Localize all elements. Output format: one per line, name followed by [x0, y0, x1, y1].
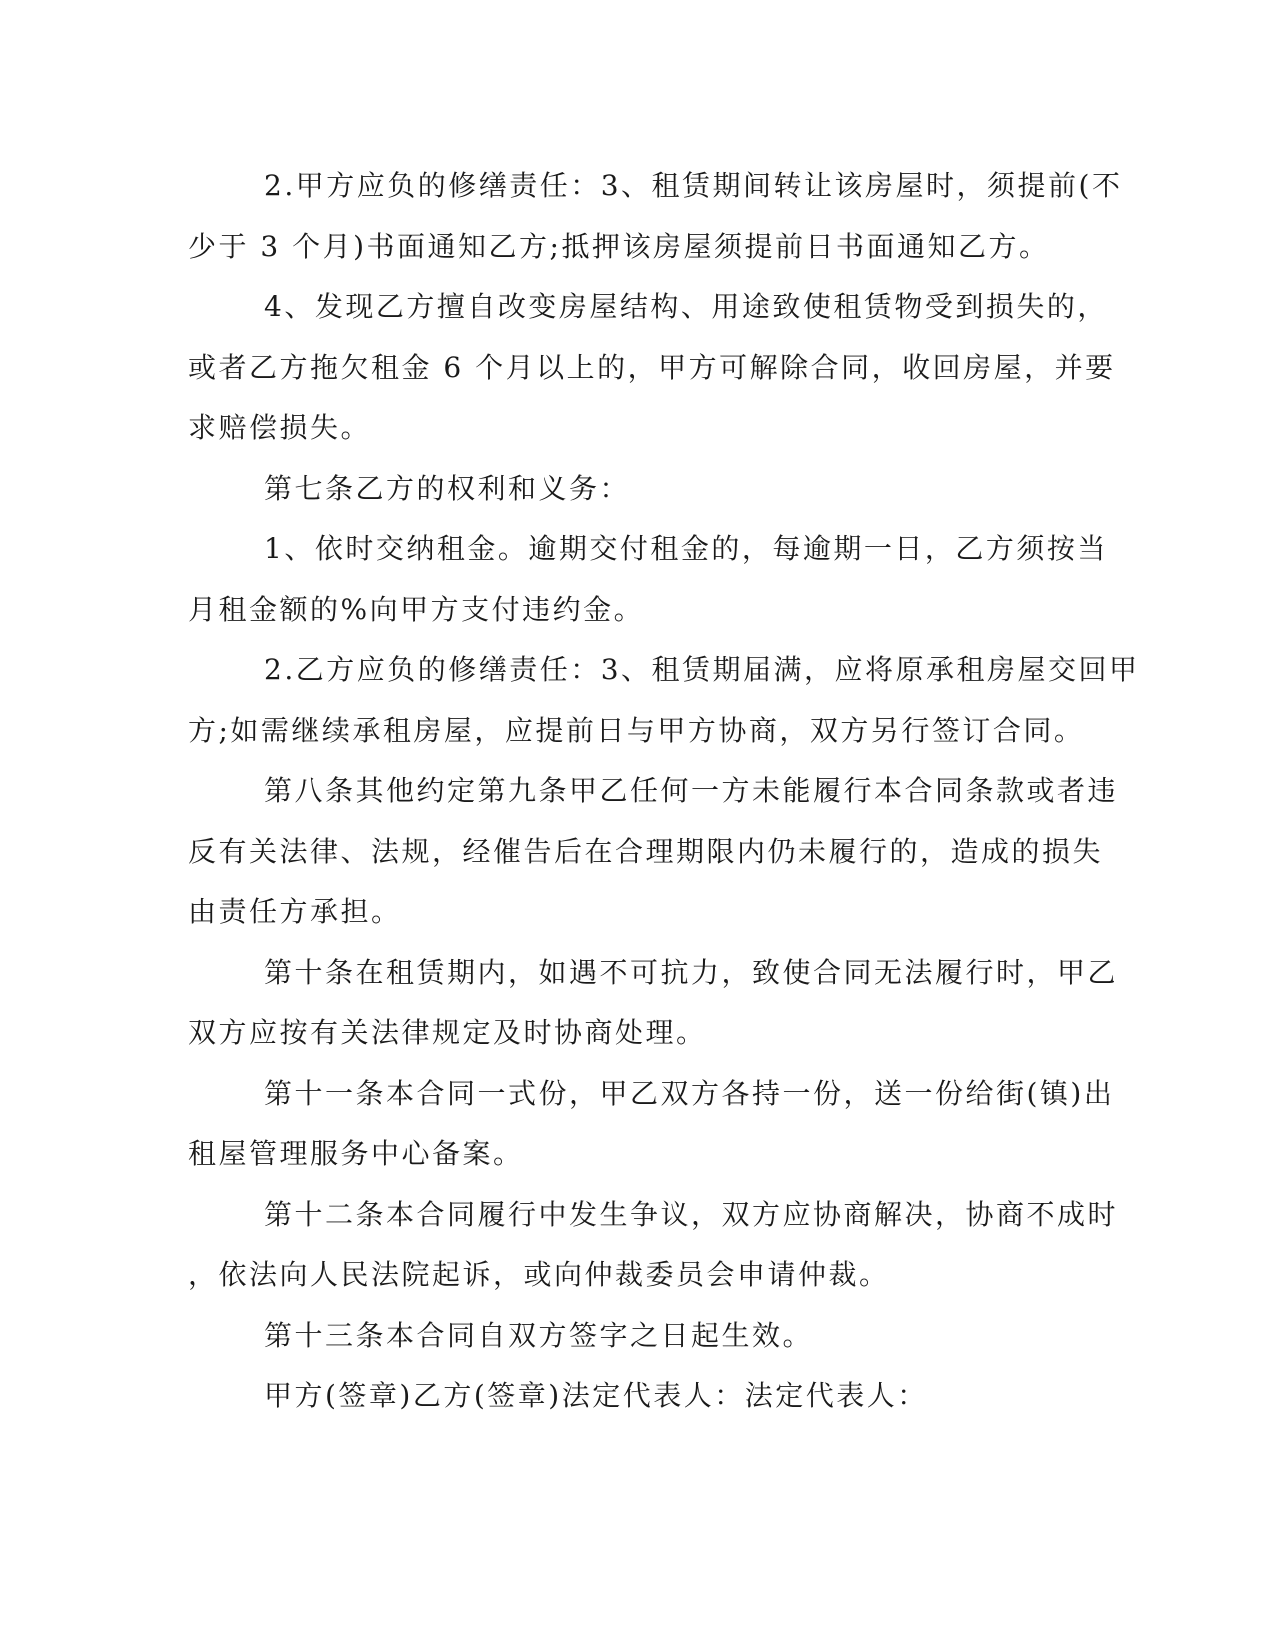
- text-line: 2.乙方应负的修缮责任：3、租赁期届满，应将原承租房屋交回甲: [264, 653, 1140, 686]
- text-line: 方;如需继续承租房屋，应提前日与甲方协商，双方另行签订合同。: [188, 713, 1085, 747]
- text-line: 1、依时交纳租金。逾期交付租金的，每逾期一日，乙方须按当: [264, 532, 1108, 565]
- text-line: 第十三条本合同自双方签字之日起生效。: [264, 1318, 814, 1352]
- text-line: 第十二条本合同履行中发生争议，双方应协商解决，协商不成时: [264, 1197, 1119, 1231]
- text-line: 求赔偿损失。: [188, 411, 372, 444]
- text-line: 双方应按有关法律规定及时协商处理。: [188, 1016, 707, 1049]
- text-line: 或者乙方拖欠租金 6 个月以上的，甲方可解除合同，收回房屋，并要: [188, 350, 1116, 384]
- contract-text: [188, 156, 1140, 1427]
- text-line: 4、发现乙方擅自改变房屋结构、用途致使租赁物受到损失的，: [264, 290, 1108, 323]
- text-line: 第七条乙方的权利和义务：: [264, 471, 631, 505]
- text-line: 第十一条本合同一式份，甲乙双方各持一份，送一份给街(镇)出: [264, 1076, 1115, 1110]
- text-line: 租屋管理服务中心备案。: [188, 1137, 524, 1170]
- text-line: 2.甲方应负的修缮责任：3、租赁期间转让该房屋时，须提前(不: [264, 169, 1123, 202]
- text-line: 月租金额的%向甲方支付违约金。: [188, 592, 645, 626]
- text-line: ，依法向人民法院起诉，或向仲裁委员会申请仲裁。: [188, 1258, 890, 1291]
- text-line: 少于 3 个月)书面通知乙方;抵押该房屋须提前日书面通知乙方。: [188, 229, 1050, 263]
- text-line: 甲方(签章)乙方(签章)法定代表人：法定代表人：: [264, 1379, 928, 1412]
- text-line: 反有关法律、法规，经催告后在合理期限内仍未履行的，造成的损失: [188, 834, 1104, 868]
- text-line: 由责任方承担。: [188, 895, 402, 928]
- text-line: 第十条在租赁期内，如遇不可抗力，致使合同无法履行时，甲乙: [264, 955, 1119, 989]
- text-line: 第八条其他约定第九条甲乙任何一方未能履行本合同条款或者违: [264, 774, 1119, 807]
